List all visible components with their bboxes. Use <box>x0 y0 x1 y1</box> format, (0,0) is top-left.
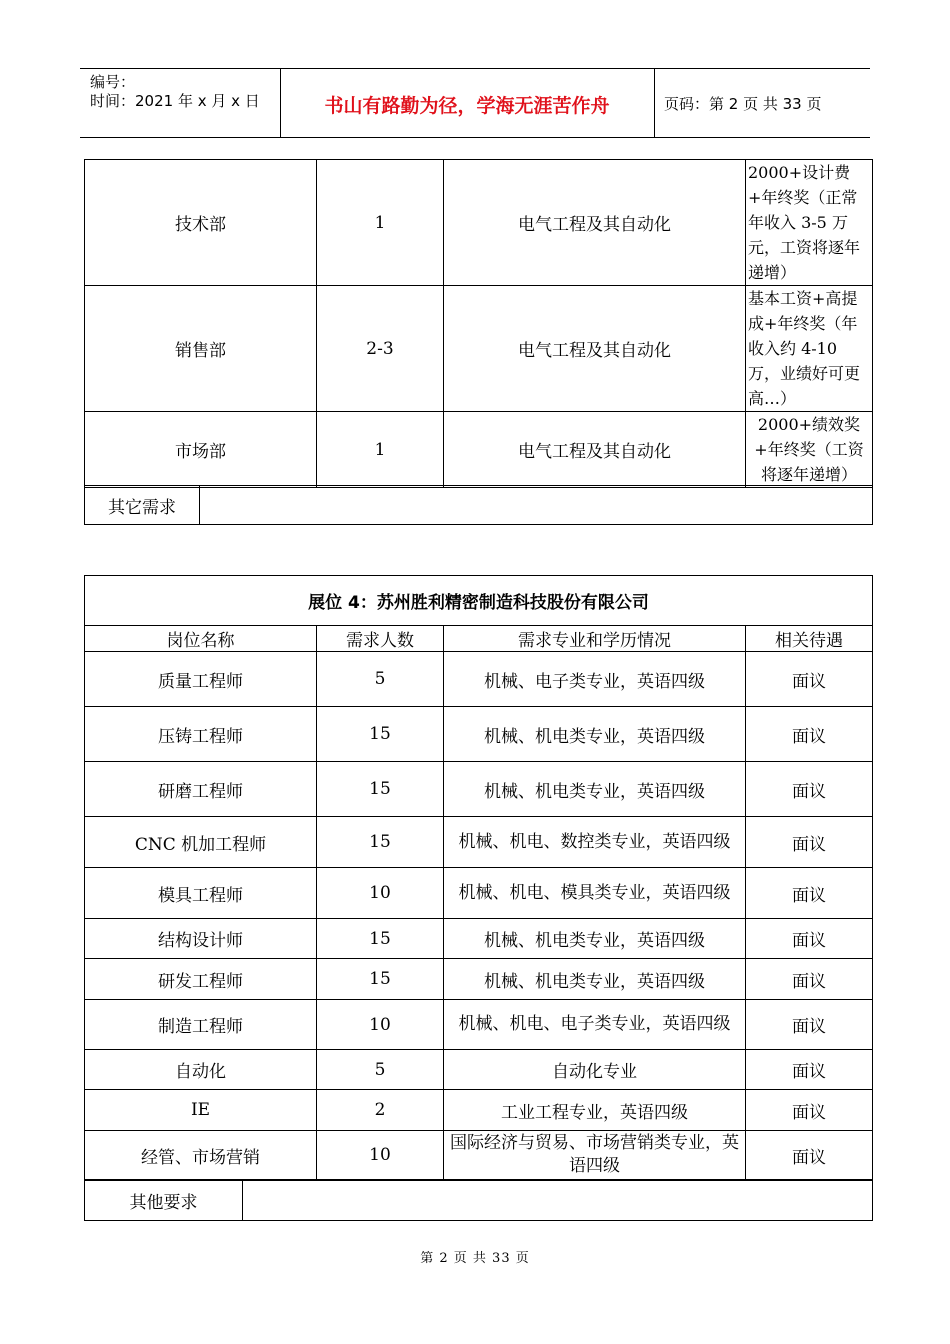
position-cell: 研磨工程师 <box>85 762 317 817</box>
table-row <box>85 1050 873 1090</box>
booth-title: 展位 4：苏州胜利精密制造科技股份有限公司 <box>85 576 873 626</box>
count-cell: 2 <box>317 1090 444 1131</box>
count-cell: 1 <box>317 160 444 286</box>
major-cell: 国际经济与贸易、市场营销类专业，英语四级 <box>444 1131 746 1180</box>
benefit-cell: 基本工资+高提成+年终奖（年收入约 4-10 万，业绩好可更高…） <box>746 286 873 412</box>
header-page-info: 页码：第 2 页 共 33 页 <box>664 95 822 113</box>
dept-cell: 技术部 <box>85 160 317 286</box>
benefit-cell: 面议 <box>746 762 873 817</box>
major-cell: 机械、电子类专业，英语四级 <box>444 652 746 707</box>
benefit-cell: 面议 <box>746 1090 873 1131</box>
major-cell: 电气工程及其自动化 <box>444 286 746 412</box>
count-cell: 1 <box>317 412 444 488</box>
major-cell: 自动化专业 <box>444 1050 746 1090</box>
header-motto: 书山有路勤为径，学海无涯苦作舟 <box>324 95 610 117</box>
other-label: 其它需求 <box>85 486 200 525</box>
number-label: 编号： <box>90 73 136 91</box>
major-cell: 机械、机电类专业，英语四级 <box>444 919 746 959</box>
table-row <box>85 1000 873 1050</box>
benefit-cell: 面议 <box>746 817 873 868</box>
table-row <box>85 959 873 1000</box>
benefit-cell: 2000+设计费+年终奖（正常年收入 3-5 万元，工资将逐年递增） <box>746 160 873 286</box>
position-cell: 研发工程师 <box>85 959 317 1000</box>
dept-cell: 销售部 <box>85 286 317 412</box>
column-header: 岗位名称 <box>85 626 317 652</box>
table-row <box>85 919 873 959</box>
count-cell: 15 <box>317 919 444 959</box>
other-requirement-row <box>84 485 873 525</box>
position-cell: 制造工程师 <box>85 1000 317 1050</box>
major-cell: 机械、机电类专业，英语四级 <box>444 707 746 762</box>
table-row <box>85 412 873 488</box>
position-cell: IE <box>85 1090 317 1131</box>
major-cell: 机械、机电、数控类专业，英语四级 <box>444 817 746 868</box>
table-row <box>85 1090 873 1131</box>
major-cell: 工业工程专业，英语四级 <box>444 1090 746 1131</box>
table-row <box>85 286 873 412</box>
job-table-booth-4 <box>84 575 873 1180</box>
count-cell: 15 <box>317 817 444 868</box>
other-requirement-row <box>84 1180 873 1221</box>
other-value <box>243 1181 873 1221</box>
table-row <box>85 868 873 919</box>
table-row <box>85 160 873 286</box>
count-cell: 5 <box>317 652 444 707</box>
table-row <box>85 762 873 817</box>
major-cell: 电气工程及其自动化 <box>444 412 746 488</box>
column-header: 需求人数 <box>317 626 444 652</box>
major-cell: 机械、机电类专业，英语四级 <box>444 762 746 817</box>
benefit-cell: 2000+绩效奖+年终奖（工资将逐年递增） <box>746 412 873 488</box>
header-meta <box>90 73 260 111</box>
position-cell: 压铸工程师 <box>85 707 317 762</box>
benefit-cell: 面议 <box>746 868 873 919</box>
table-title-row <box>85 576 873 626</box>
major-cell: 机械、机电类专业，英语四级 <box>444 959 746 1000</box>
table-row <box>85 652 873 707</box>
job-table-continued <box>84 159 873 488</box>
column-header: 相关待遇 <box>746 626 873 652</box>
count-cell: 10 <box>317 868 444 919</box>
position-cell: 经管、市场营销 <box>85 1131 317 1180</box>
count-cell: 10 <box>317 1000 444 1050</box>
other-value <box>200 486 873 525</box>
position-cell: 自动化 <box>85 1050 317 1090</box>
column-header: 需求专业和学历情况 <box>444 626 746 652</box>
count-cell: 15 <box>317 707 444 762</box>
benefit-cell: 面议 <box>746 652 873 707</box>
major-cell: 机械、机电、模具类专业，英语四级 <box>444 868 746 919</box>
position-cell: 结构设计师 <box>85 919 317 959</box>
position-cell: 模具工程师 <box>85 868 317 919</box>
count-cell: 2-3 <box>317 286 444 412</box>
table-row <box>85 707 873 762</box>
count-cell: 5 <box>317 1050 444 1090</box>
benefit-cell: 面议 <box>746 1000 873 1050</box>
table-row <box>85 1131 873 1180</box>
table-row <box>85 817 873 868</box>
header-divider <box>654 69 655 137</box>
count-cell: 15 <box>317 762 444 817</box>
benefit-cell: 面议 <box>746 919 873 959</box>
major-cell: 机械、机电、电子类专业，英语四级 <box>444 1000 746 1050</box>
count-cell: 15 <box>317 959 444 1000</box>
position-cell: 质量工程师 <box>85 652 317 707</box>
benefit-cell: 面议 <box>746 707 873 762</box>
benefit-cell: 面议 <box>746 1131 873 1180</box>
page-footer: 第 2 页 共 33 页 <box>420 1251 530 1266</box>
position-cell: CNC 机加工程师 <box>85 817 317 868</box>
time-label: 时间：2021 年 x 月 x 日 <box>90 92 260 110</box>
benefit-cell: 面议 <box>746 1050 873 1090</box>
dept-cell: 市场部 <box>85 412 317 488</box>
page-header <box>80 68 870 138</box>
other-label: 其他要求 <box>85 1181 243 1221</box>
count-cell: 10 <box>317 1131 444 1180</box>
table-header-row <box>85 626 873 652</box>
major-cell: 电气工程及其自动化 <box>444 160 746 286</box>
benefit-cell: 面议 <box>746 959 873 1000</box>
